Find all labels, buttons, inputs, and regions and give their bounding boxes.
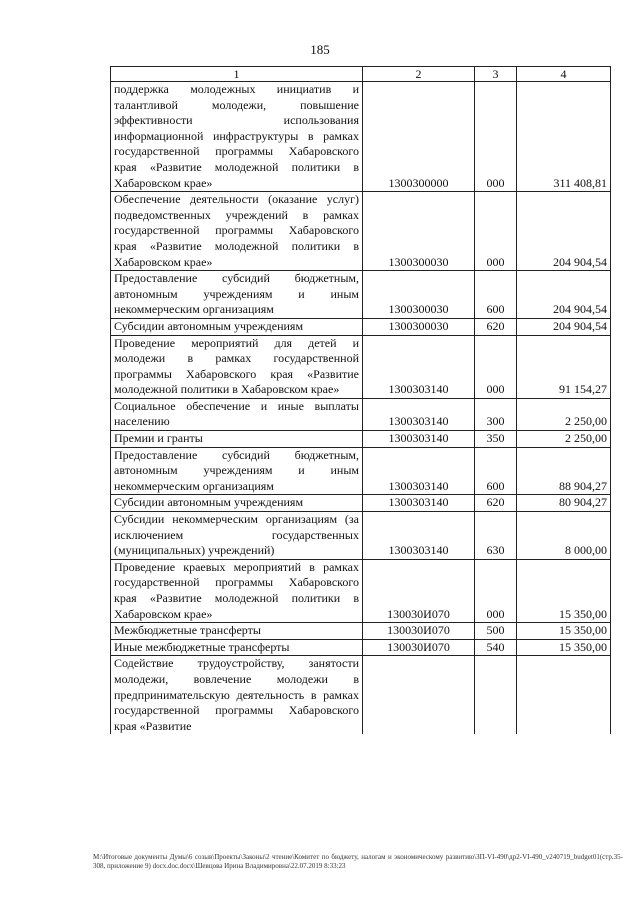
row-name: Субсидии некоммерческим организациям (за исключением государственных (муниципальных) учреждений) <box>111 512 363 560</box>
column-header-name: 1 <box>111 67 363 82</box>
row-sum: 88 904,27 <box>517 447 611 495</box>
budget-table <box>110 66 611 734</box>
column-header-vr: 3 <box>475 67 517 82</box>
row-sum: 2 250,00 <box>517 398 611 430</box>
table-row <box>111 271 611 319</box>
row-vr: 630 <box>475 512 517 560</box>
row-name: поддержка молодежных инициатив и талантливой молодежи, повышение эффективности использования информационной инфраструктуры в рамках государственной программы Хабаровского края «Развитие молодежной политики в Хабаровском крае» <box>111 82 363 192</box>
table-row <box>111 447 611 495</box>
row-code: 130030И070 <box>363 559 475 622</box>
column-header-code: 2 <box>363 67 475 82</box>
table-row <box>111 431 611 448</box>
table-row <box>111 495 611 512</box>
row-sum: 15 350,00 <box>517 623 611 640</box>
row-name: Социальное обеспечение и иные выплаты населению <box>111 398 363 430</box>
row-sum: 8 000,00 <box>517 512 611 560</box>
row-code: 1300303140 <box>363 431 475 448</box>
column-header-sum: 4 <box>517 67 611 82</box>
row-code: 1300303140 <box>363 335 475 398</box>
table-row <box>111 318 611 335</box>
row-vr: 000 <box>475 192 517 271</box>
table-row <box>111 82 611 192</box>
row-code: 130030И070 <box>363 639 475 656</box>
row-vr: 600 <box>475 447 517 495</box>
row-sum <box>517 656 611 734</box>
table-row <box>111 192 611 271</box>
table-row <box>111 335 611 398</box>
table-row <box>111 559 611 622</box>
row-name: Проведение мероприятий для детей и молодежи в рамках государственной программы Хабаровского края «Развитие молодежной политики в Хабаровском крае» <box>111 335 363 398</box>
row-code <box>363 656 475 734</box>
table-row <box>111 639 611 656</box>
row-code: 1300303140 <box>363 447 475 495</box>
table-row <box>111 512 611 560</box>
row-sum: 15 350,00 <box>517 639 611 656</box>
table-header-row <box>111 67 611 82</box>
table-row <box>111 623 611 640</box>
row-vr: 620 <box>475 318 517 335</box>
row-vr: 600 <box>475 271 517 319</box>
row-code: 1300303140 <box>363 398 475 430</box>
row-sum: 204 904,54 <box>517 192 611 271</box>
row-sum: 80 904,27 <box>517 495 611 512</box>
row-code: 1300300030 <box>363 192 475 271</box>
row-name: Премии и гранты <box>111 431 363 448</box>
table-row <box>111 398 611 430</box>
row-name: Субсидии автономным учреждениям <box>111 495 363 512</box>
row-vr: 500 <box>475 623 517 640</box>
row-vr: 000 <box>475 82 517 192</box>
row-vr: 000 <box>475 559 517 622</box>
row-code: 1300300000 <box>363 82 475 192</box>
row-sum: 204 904,54 <box>517 271 611 319</box>
row-sum: 204 904,54 <box>517 318 611 335</box>
row-code: 1300300030 <box>363 318 475 335</box>
row-name: Предоставление субсидий бюджетным, автономным учреждениям и иным некоммерческим организациям <box>111 447 363 495</box>
row-vr <box>475 656 517 734</box>
page-number: 185 <box>310 42 330 57</box>
row-name: Субсидии автономным учреждениям <box>111 318 363 335</box>
row-sum: 91 154,27 <box>517 335 611 398</box>
row-code: 1300300030 <box>363 271 475 319</box>
row-vr: 350 <box>475 431 517 448</box>
row-name: Предоставление субсидий бюджетным, автономным учреждениям и иным некоммерческим организациям <box>111 271 363 319</box>
row-name: Содействие трудоустройству, занятости молодежи, вовлечение молодежи в предпринимательскую деятельность в рамках государственной программы Хабаровского края «Развитие <box>111 656 363 734</box>
row-name: Проведение краевых мероприятий в рамках государственной программы Хабаровского края «Развитие молодежной политики в Хабаровском крае» <box>111 559 363 622</box>
row-vr: 000 <box>475 335 517 398</box>
row-vr: 540 <box>475 639 517 656</box>
row-code: 130030И070 <box>363 623 475 640</box>
row-name: Иные межбюджетные трансферты <box>111 639 363 656</box>
file-path-footer: M:\Итоговые документы Думы\6 созыв\Проекты\Законы\2 чтение\Комитет по бюджету, налогам и экономическому развитию\ЗП-VI-490\др2-VI-490_v240719_budget01(стр.35-308, приложение 9) docx.doc.docx\Шевцова Ирина Владимировна\22.07.2019 8:33:23 <box>93 853 623 870</box>
row-code: 1300303140 <box>363 495 475 512</box>
row-vr: 300 <box>475 398 517 430</box>
row-code: 1300303140 <box>363 512 475 560</box>
row-sum: 15 350,00 <box>517 559 611 622</box>
table-row-continued <box>111 656 611 734</box>
row-vr: 620 <box>475 495 517 512</box>
row-sum: 311 408,81 <box>517 82 611 192</box>
row-name: Межбюджетные трансферты <box>111 623 363 640</box>
row-sum: 2 250,00 <box>517 431 611 448</box>
row-name: Обеспечение деятельности (оказание услуг) подведомственных учреждений в рамках государственной программы Хабаровского края «Развитие молодежной политики в Хабаровском крае» <box>111 192 363 271</box>
